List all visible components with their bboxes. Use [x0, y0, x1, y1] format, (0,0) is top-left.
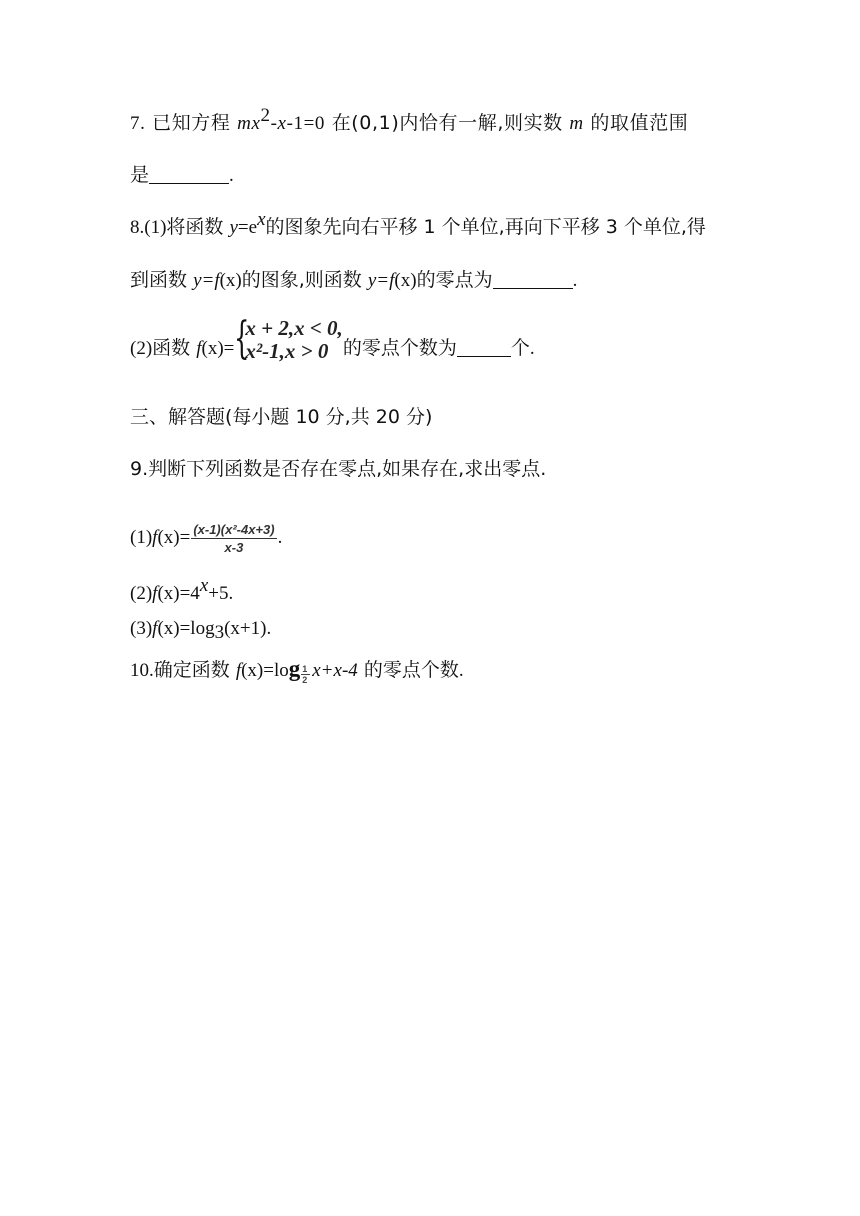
answer-blank[interactable] — [493, 270, 573, 289]
equation-term: f — [152, 618, 158, 639]
punctuation: . — [572, 270, 578, 291]
exponent: x — [199, 575, 209, 596]
text: 个 — [510, 337, 530, 359]
log-base-fraction — [300, 662, 312, 685]
fraction — [191, 521, 276, 556]
text: 的零点个数 — [363, 659, 459, 681]
equation-term: (x)=lo — [241, 660, 289, 681]
equation-term: f — [152, 583, 158, 604]
equation-term: (x)=4 — [157, 583, 200, 604]
equation-term: x — [277, 113, 287, 134]
text: 在(0,1)内恰有一解,则实数 — [331, 112, 563, 134]
section-title — [130, 404, 432, 430]
question-10 — [130, 656, 464, 684]
equation-term: (x) — [201, 338, 224, 359]
variable: m — [569, 113, 584, 134]
question-8-1-line-2 — [130, 267, 577, 294]
equation-term: x+x-4 — [312, 660, 358, 681]
question-9-2 — [130, 575, 234, 607]
question-9-3 — [130, 615, 271, 642]
equation-term: = — [223, 338, 235, 359]
text: 函数 — [152, 337, 191, 359]
text: 的零点为 — [416, 269, 493, 291]
answer-blank[interactable] — [149, 165, 229, 184]
sub-question-number: (2) — [130, 583, 153, 604]
text: 将函数 — [166, 216, 224, 238]
text: 到函数 — [130, 269, 188, 291]
question-number: 7. — [130, 113, 146, 134]
question-number: 10. — [130, 660, 154, 681]
exponent: 2 — [260, 105, 271, 126]
answer-blank[interactable] — [457, 338, 511, 357]
equation-term: f — [152, 527, 158, 548]
equation-term: - — [270, 113, 278, 134]
question-9-intro — [130, 456, 546, 482]
question-number: 8.(1) — [130, 217, 167, 238]
piecewise-function — [234, 313, 343, 381]
section-heading: 三、解答题(每小题 10 分,共 20 分) — [130, 406, 433, 428]
equation-term: mx — [237, 113, 261, 134]
question-9-1 — [130, 514, 282, 560]
text: 的零点个数为 — [342, 337, 457, 359]
equation-term: g — [288, 656, 301, 681]
subscript: 3 — [214, 622, 225, 643]
sub-question-number: (3) — [130, 618, 153, 639]
text: 9.判断下列函数是否存在零点,如果存在,求出零点. — [130, 458, 547, 480]
question-7-line-1 — [130, 105, 689, 137]
equation-term: (x+1). — [224, 618, 272, 639]
piece-row-1: x + 2,x < 0, — [245, 316, 343, 340]
base-denominator: 2 — [302, 675, 308, 685]
equation-term: +5. — [208, 583, 234, 604]
left-brace: { — [234, 313, 250, 364]
equation-term: -1=0 — [286, 113, 326, 134]
equation-term: y — [229, 217, 238, 238]
equation-term: =e — [237, 217, 258, 238]
equation-term: (x)=log — [157, 618, 215, 639]
text: 已知方程 — [152, 112, 231, 134]
text: 的图象,则函数 — [241, 269, 362, 291]
punctuation: . — [277, 527, 283, 548]
text: 是 — [130, 164, 150, 186]
punctuation: . — [458, 660, 464, 681]
equation-term: (x) — [219, 270, 242, 291]
question-7-line-2 — [130, 162, 234, 189]
fraction-denominator: x-3 — [224, 539, 244, 555]
text: 确定函数 — [153, 659, 230, 681]
text: 的图象先向右平移 1 个单位,再向下平移 3 个单位,得 — [265, 216, 706, 238]
base-numerator: 1 — [302, 664, 308, 674]
punctuation: . — [229, 165, 234, 186]
question-8-1-line-1 — [130, 209, 706, 241]
question-number: (2) — [130, 338, 153, 359]
question-8-2 — [130, 313, 535, 375]
equation-term: y=f — [367, 270, 395, 291]
equation-term: (x)= — [157, 527, 191, 548]
punctuation: . — [529, 338, 535, 359]
text: 的取值范围 — [590, 112, 689, 134]
exponent: x — [257, 209, 266, 230]
equation-term: (x) — [394, 270, 417, 291]
equation-term: y=f — [193, 270, 220, 291]
fraction-numerator: (x-1)(x²-4x+3) — [193, 521, 275, 537]
piece-row-2: x²-1,x > 0 — [245, 339, 329, 363]
equation-term: f — [235, 660, 242, 681]
sub-question-number: (1) — [130, 527, 153, 548]
equation-term: f — [196, 338, 202, 359]
